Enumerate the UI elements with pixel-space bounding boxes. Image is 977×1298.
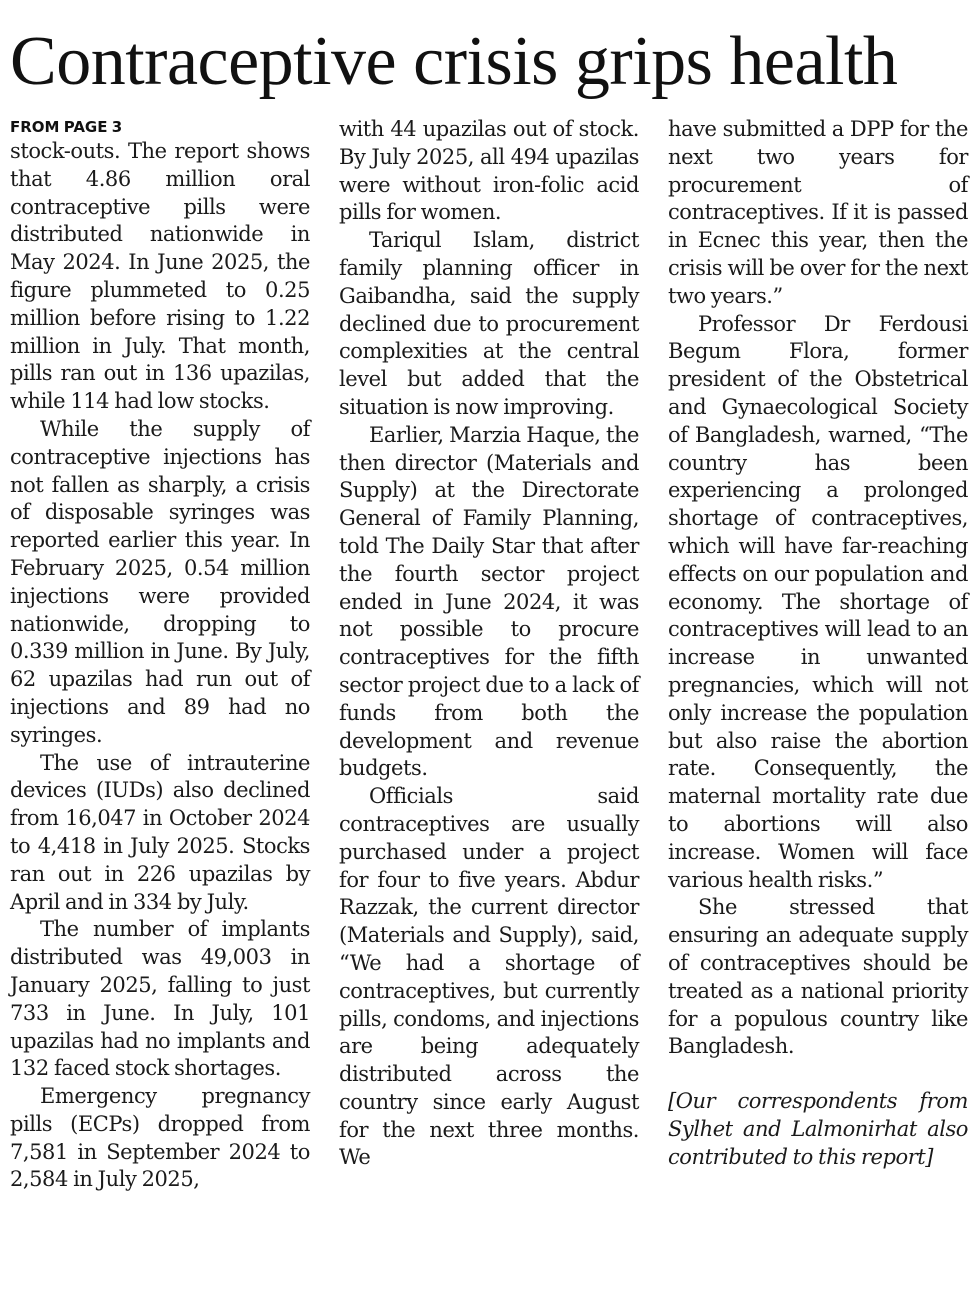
paragraph: have submitted a DPP for the next two years for procurement of contraceptives. If it is passed in Ecnec this year, then the crisis will be over for the next two years.” xyxy=(668,117,968,308)
paragraph: Officials said contraceptives are usually purchased under a project for four to five years. Abdur Razzak, the current director (Materials and Supply), said, “We had a shortage of contraceptives, but currently pills, condoms, and injections are being adequately distributed across the country since early August for the next three months. We xyxy=(339,784,639,1170)
correspondents-credit: [Our correspondents from Sylhet and Lalmonirhat also contributed to this report] xyxy=(668,1089,968,1169)
paragraph: Earlier, Marzia Haque, the then director (Materials and Supply) at the Directorate General of Family Planning, told The Daily Star that after the fourth sector project ended in June 2024, it was not possible to procure contraceptives for the fifth sector project due to a lack of funds from both the development and revenue budgets. xyxy=(339,422,639,781)
article-column-2 xyxy=(339,116,639,1172)
paragraph: The use of intrauterine devices (IUDs) also declined from 16,047 in October 2024 to 4,418 in July 2025. Stocks ran out in 226 upazilas by April and in 334 by July. xyxy=(10,750,310,914)
paragraph: Tariqul Islam, district family planning officer in Gaibandha, said the supply declined due to procurement complexities at the central level but added that the situation is now improving. xyxy=(339,228,639,419)
paragraph: Professor Dr Ferdousi Begum Flora, former president of the Obstetrical and Gynaecological Society of Bangladesh, warned, “The country has been experiencing a prolonged shortage of contraceptives, which will have far-reaching effects on our population and economy. The shortage of contraceptives will lead to an increase in unwanted pregnancies, which will not only increase the population but also raise the abortion rate. Consequently, the maternal mortality rate due to abortions will also increase. Women will face various health risks.” xyxy=(668,311,968,892)
paragraph: She stressed that ensuring an adequate supply of contraceptives should be treated as a national priority for a populous country like Bangladesh. xyxy=(668,895,968,1059)
paragraph: Emergency pregnancy pills (ECPs) dropped from 7,581 in September 2024 to 2,584 in July 2025, xyxy=(10,1084,310,1192)
paragraph: stock-outs. The report shows that 4.86 million oral contraceptive pills were distributed nationwide in May 2024. In June 2025, the figure plummeted to 0.25 million before rising to 1.22 million in July. That month, pills ran out in 136 upazilas, while 114 had low stocks. xyxy=(10,139,310,414)
headline: Contraceptive crisis grips health xyxy=(10,23,898,100)
article-column-1 xyxy=(10,116,310,1194)
paragraph: with 44 upazilas out of stock. By July 2025, all 494 upazilas were without iron-folic acid pills for women. xyxy=(339,117,639,225)
article-column-3 xyxy=(668,116,968,1171)
kicker-from-page: FROM PAGE 3 xyxy=(10,118,123,136)
paragraph: While the supply of contraceptive injections has not fallen as sharply, a crisis of disposable syringes was reported earlier this year. In February 2025, 0.54 million injections were provided nationwide, dropping to 0.339 million in June. By July, 62 upazilas had run out of injections and 89 had no syringes. xyxy=(10,416,310,747)
paragraph: The number of implants distributed was 49,003 in January 2025, falling to just 733 in June. In July, 101 upazilas had no implants and 132 faced stock shortages. xyxy=(10,917,310,1081)
